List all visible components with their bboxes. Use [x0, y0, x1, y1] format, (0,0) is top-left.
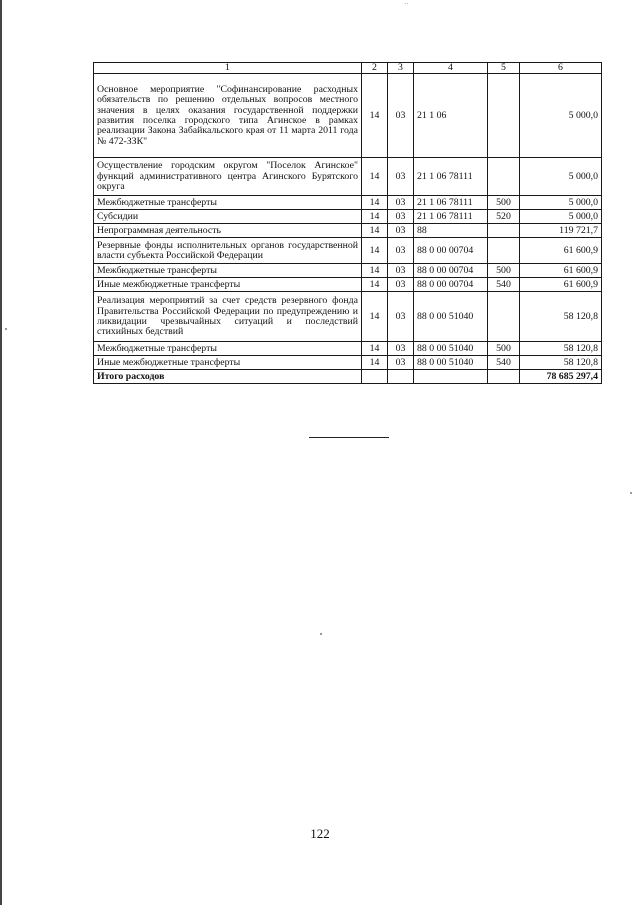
scan-speck — [320, 633, 322, 635]
amount-cell: 5 000,0 — [520, 210, 602, 224]
expense-type-cell — [488, 224, 520, 238]
table-row — [94, 342, 602, 356]
expense-type-cell — [488, 158, 520, 196]
row-name-cell: Иные межбюджетные трансферты — [94, 356, 362, 370]
expense-type-cell: 540 — [488, 356, 520, 370]
total-c4 — [414, 370, 488, 384]
amount-cell: 61 600,9 — [520, 278, 602, 292]
row-name-cell: Межбюджетные трансферты — [94, 264, 362, 278]
target-article-cell: 21 1 06 — [414, 74, 488, 158]
expense-type-cell: 500 — [488, 342, 520, 356]
target-article-cell: 88 — [414, 224, 488, 238]
target-article-cell: 88 0 00 51040 — [414, 356, 488, 370]
row-name-cell: Реализация мероприятий за счет средств резервного фонда Правительства Российской Федерации по предупреждению и ликвидации чрезвычайных ситуаций и последствий стихийных бедствий — [94, 292, 362, 342]
target-article-cell: 21 1 06 78111 — [414, 196, 488, 210]
expense-type-cell — [488, 292, 520, 342]
total-c5 — [488, 370, 520, 384]
section-code-cell: 14 — [362, 264, 388, 278]
subsection-code-cell: 03 — [388, 356, 414, 370]
row-name-cell: Непрограммная деятельность — [94, 224, 362, 238]
subsection-code-cell: 03 — [388, 196, 414, 210]
table-row — [94, 74, 602, 158]
expense-type-cell — [488, 74, 520, 158]
total-amount: 78 685 297,4 — [520, 370, 602, 384]
amount-cell: 58 120,8 — [520, 356, 602, 370]
target-article-cell: 88 0 00 00704 — [414, 264, 488, 278]
column-header: 3 — [388, 63, 414, 74]
column-header: 2 — [362, 63, 388, 74]
amount-cell: 61 600,9 — [520, 238, 602, 264]
column-header: 5 — [488, 63, 520, 74]
section-code-cell: 14 — [362, 224, 388, 238]
row-name-cell: Осуществление городским округом "Поселок Агинское" функций административного центра Агинского Бурятского округа — [94, 158, 362, 196]
section-code-cell: 14 — [362, 342, 388, 356]
row-name-cell: Иные межбюджетные трансферты — [94, 278, 362, 292]
expense-type-cell: 500 — [488, 196, 520, 210]
section-code-cell: 14 — [362, 158, 388, 196]
column-header: 1 — [94, 63, 362, 74]
target-article-cell: 21 1 06 78111 — [414, 210, 488, 224]
table-row — [94, 196, 602, 210]
table-row — [94, 224, 602, 238]
scan-speck — [630, 492, 632, 494]
subsection-code-cell: 03 — [388, 158, 414, 196]
column-header: 4 — [414, 63, 488, 74]
subsection-code-cell: 03 — [388, 224, 414, 238]
section-code-cell: 14 — [362, 196, 388, 210]
table-row — [94, 278, 602, 292]
target-article-cell: 88 0 00 00704 — [414, 278, 488, 292]
row-name-cell: Субсидии — [94, 210, 362, 224]
expense-type-cell: 540 — [488, 278, 520, 292]
target-article-cell: 88 0 00 00704 — [414, 238, 488, 264]
amount-cell: 5 000,0 — [520, 196, 602, 210]
subsection-code-cell: 03 — [388, 210, 414, 224]
table-row — [94, 292, 602, 342]
subsection-code-cell: 03 — [388, 238, 414, 264]
amount-cell: 5 000,0 — [520, 74, 602, 158]
page-number: 122 — [310, 826, 330, 841]
table-row — [94, 158, 602, 196]
budget-table — [93, 62, 602, 384]
amount-cell: 61 600,9 — [520, 264, 602, 278]
expense-type-cell: 520 — [488, 210, 520, 224]
scan-mark: ·· — [404, 0, 409, 8]
section-code-cell: 14 — [362, 356, 388, 370]
section-code-cell: 14 — [362, 210, 388, 224]
section-code-cell: 14 — [362, 278, 388, 292]
expense-type-cell: 500 — [488, 264, 520, 278]
target-article-cell: 88 0 00 51040 — [414, 292, 488, 342]
subsection-code-cell: 03 — [388, 278, 414, 292]
target-article-cell: 88 0 00 51040 — [414, 342, 488, 356]
expense-type-cell — [488, 238, 520, 264]
column-header: 6 — [520, 63, 602, 74]
table-row — [94, 210, 602, 224]
amount-cell: 119 721,7 — [520, 224, 602, 238]
amount-cell: 5 000,0 — [520, 158, 602, 196]
scan-left-edge — [0, 0, 2, 905]
row-name-cell: Межбюджетные трансферты — [94, 342, 362, 356]
table-row — [94, 356, 602, 370]
amount-cell: 58 120,8 — [520, 342, 602, 356]
scan-speck — [5, 328, 7, 330]
row-name-cell: Основное мероприятие "Софинансирование расходных обязательств по решению отдельных вопросов местного значения в целях оказания государственной поддержки развития поселка городского типа Агинское в рамках реализации Закона Забайкальского края от 11 марта 2011 года № 472-ЗЗК" — [94, 74, 362, 158]
subsection-code-cell: 03 — [388, 342, 414, 356]
section-code-cell: 14 — [362, 74, 388, 158]
total-c3 — [388, 370, 414, 384]
subsection-code-cell: 03 — [388, 74, 414, 158]
total-c2 — [362, 370, 388, 384]
section-code-cell: 14 — [362, 292, 388, 342]
amount-cell: 58 120,8 — [520, 292, 602, 342]
table-header-row — [94, 63, 602, 74]
closing-rule — [309, 437, 389, 438]
table-row — [94, 264, 602, 278]
row-name-cell: Межбюджетные трансферты — [94, 196, 362, 210]
table-row — [94, 238, 602, 264]
section-code-cell: 14 — [362, 238, 388, 264]
subsection-code-cell: 03 — [388, 292, 414, 342]
subsection-code-cell: 03 — [388, 264, 414, 278]
total-row — [94, 370, 602, 384]
total-label: Итого расходов — [94, 370, 362, 384]
row-name-cell: Резервные фонды исполнительных органов государственной власти субъекта Российской Федерации — [94, 238, 362, 264]
target-article-cell: 21 1 06 78111 — [414, 158, 488, 196]
